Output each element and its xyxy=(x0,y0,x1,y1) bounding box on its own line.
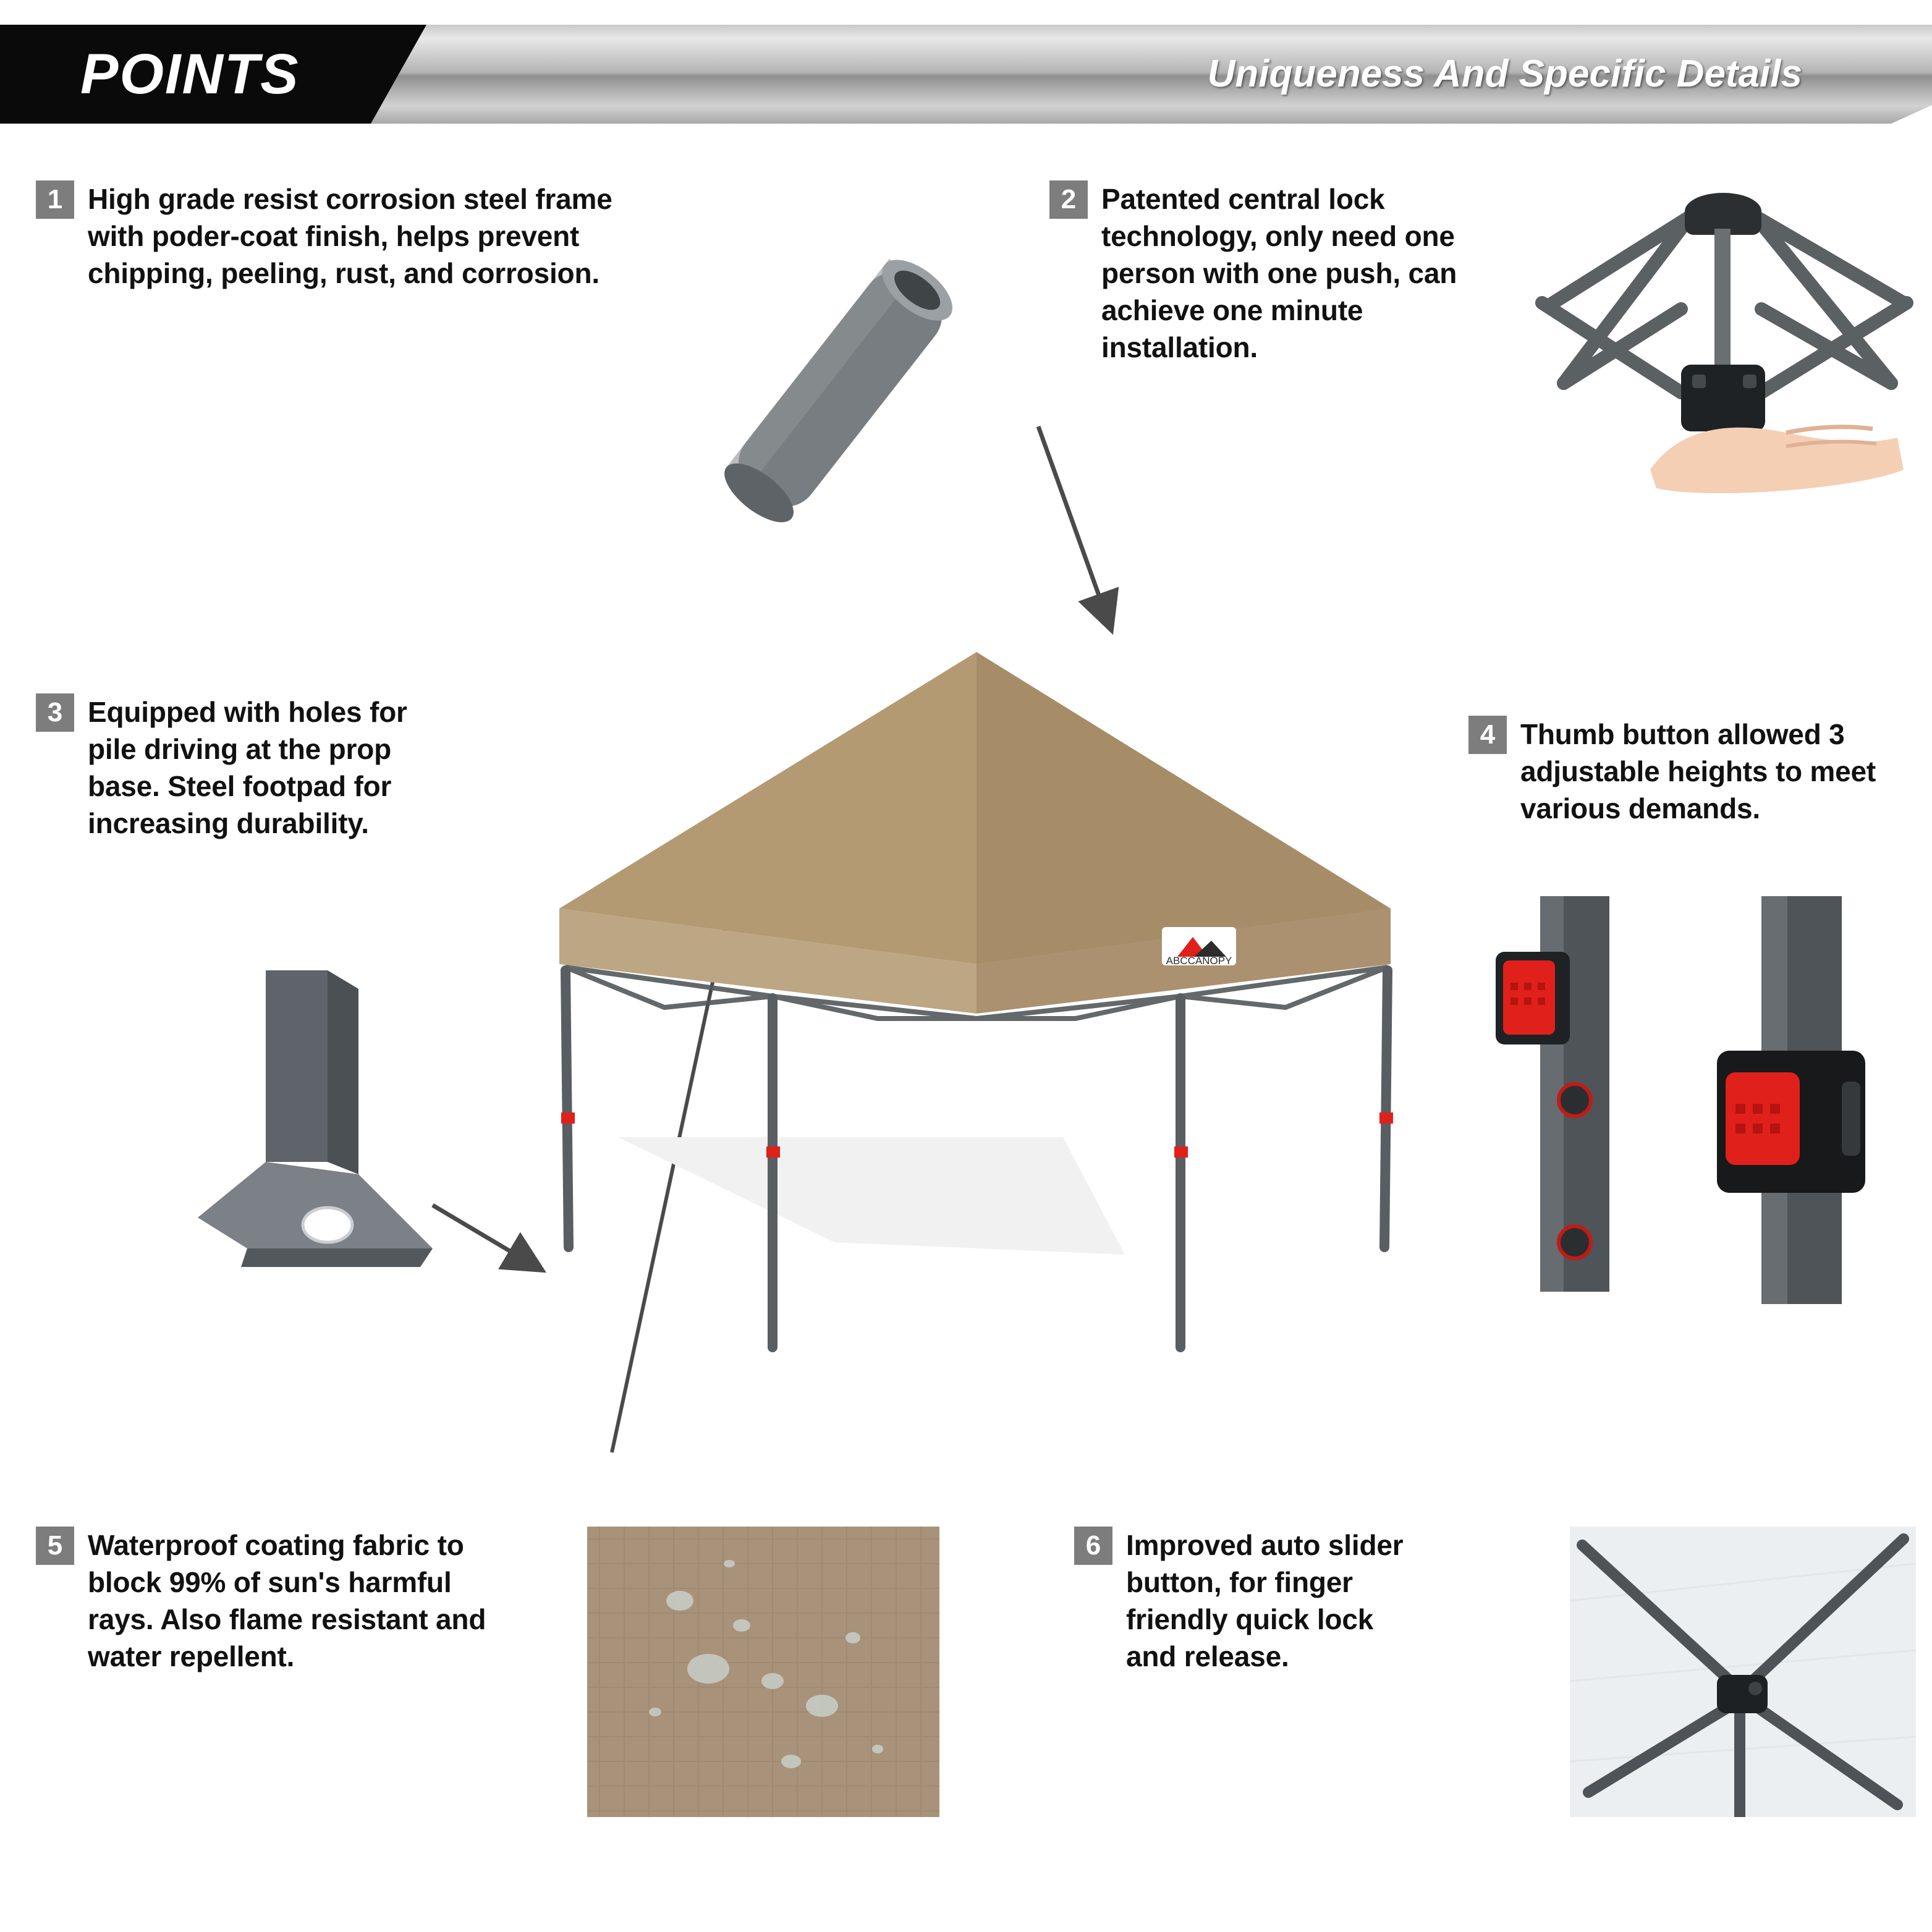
page-header xyxy=(0,25,1932,124)
point-text-2: Patented central lock technology, only need one person with one push, can achieve one minute installation. xyxy=(1101,183,1457,363)
point-block-1 xyxy=(36,180,660,292)
point-text-4: Thumb button allowed 3 adjustable heights to meet various demands. xyxy=(1520,718,1876,824)
steel-tube-photo xyxy=(698,235,1020,581)
point-number-6: 6 xyxy=(1074,1527,1112,1565)
point-text-5: Waterproof coating fabric to block 99% of sun's harmful rays. Also flame resistant and water repellent. xyxy=(88,1529,486,1672)
waterproof-fabric-swatch xyxy=(587,1527,939,1817)
point-number-2: 2 xyxy=(1049,180,1088,219)
thumb-button-photo xyxy=(1471,896,1916,1304)
point-number-3: 3 xyxy=(36,693,74,732)
point-text-3: Equipped with holes for pile driving at the prop base. Steel footpad for increasing durability. xyxy=(88,696,407,839)
svg-text:ABCCANOPY: ABCCANOPY xyxy=(1166,955,1232,967)
central-lock-photo xyxy=(1527,179,1922,525)
point-number-5: 5 xyxy=(36,1527,74,1565)
canopy-underside-photo xyxy=(1570,1527,1916,1817)
steel-footpad-photo xyxy=(173,958,494,1292)
header-title: Uniqueness And Specific Details xyxy=(1207,53,1802,95)
points-badge-label: POINTS xyxy=(80,43,300,106)
point-block-5 xyxy=(36,1527,524,1675)
point-text-6: Improved auto slider button, for finger friendly quick lock and release. xyxy=(1126,1529,1404,1672)
point-block-3 xyxy=(36,693,462,842)
point-number-1: 1 xyxy=(36,180,74,219)
point-block-6 xyxy=(1074,1527,1420,1675)
canopy-product-illustration xyxy=(507,618,1459,1372)
point-text-1: High grade resist corrosion steel frame with poder-coat finish, helps prevent chipping, peeling, rust, and corrosion. xyxy=(88,183,612,289)
point-block-4 xyxy=(1468,716,1913,827)
point-block-2 xyxy=(1049,180,1519,366)
point-number-4: 4 xyxy=(1468,716,1507,754)
